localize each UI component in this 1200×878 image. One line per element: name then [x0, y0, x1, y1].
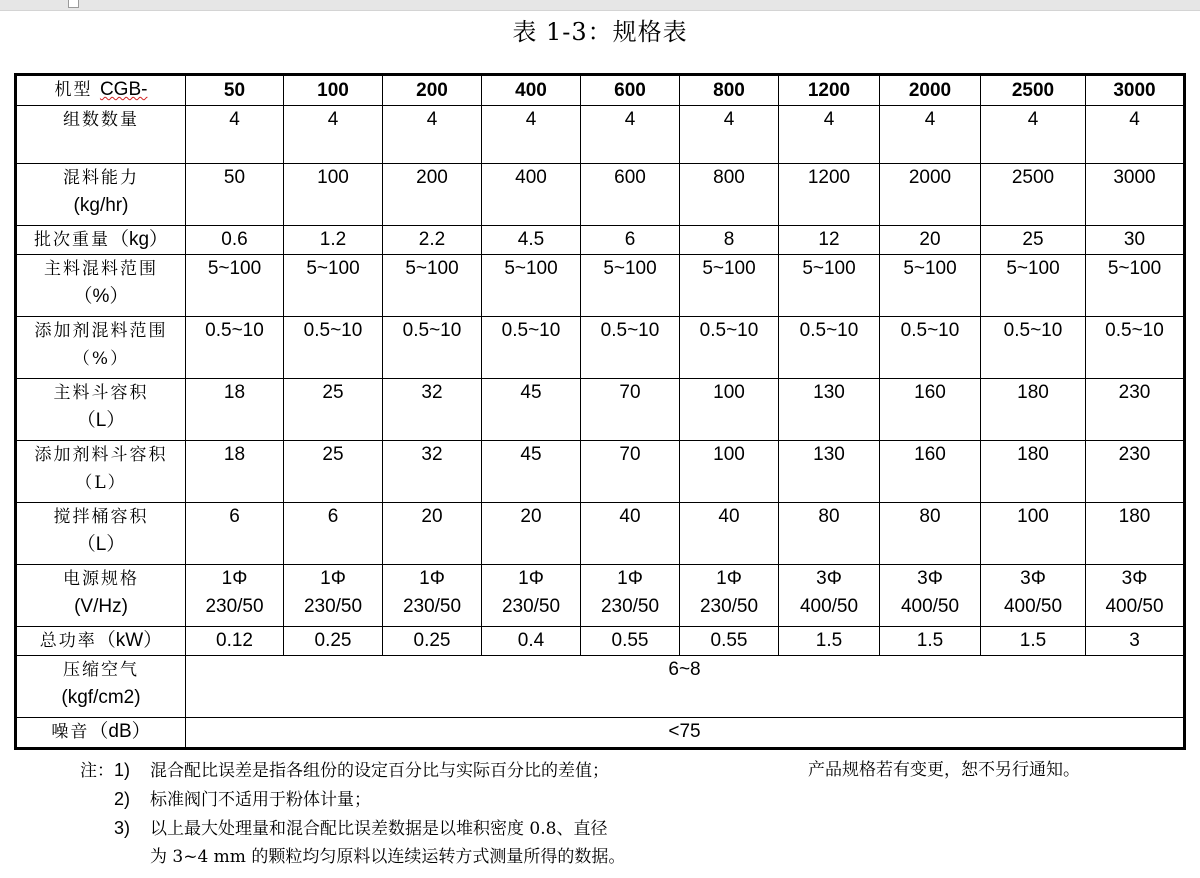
spec-cell: 5~100 — [383, 255, 482, 317]
spec-cell: 3Φ 400/50 — [880, 565, 981, 627]
spec-cell: 20 — [880, 225, 981, 254]
spec-cell: 600 — [581, 163, 680, 225]
spec-cell: 0.5~10 — [383, 317, 482, 379]
note-number: 2) — [114, 789, 131, 809]
spec-cell: 20 — [383, 503, 482, 565]
spec-cell: 0.5~10 — [981, 317, 1086, 379]
row-label-text: 压缩空气 — [63, 660, 139, 681]
spec-cell: 4 — [880, 106, 981, 164]
spec-cell: 0.25 — [284, 627, 383, 656]
spec-row — [16, 627, 1185, 656]
window-top-bar — [0, 0, 1200, 11]
spec-cell: 0.6 — [186, 225, 284, 254]
spec-cell: 6 — [186, 503, 284, 565]
row-label-text: 电源规格 — [63, 569, 139, 590]
spec-cell: 3Φ 400/50 — [779, 565, 880, 627]
row-label — [16, 718, 186, 749]
spec-cell: 5~100 — [284, 255, 383, 317]
spec-cell: 4 — [383, 106, 482, 164]
row-label-text: 添加剂混料范围（%） — [34, 321, 168, 370]
spec-cell: 230 — [1086, 441, 1185, 503]
spec-cell: 180 — [1086, 503, 1185, 565]
model-header-cell: 3000 — [1086, 75, 1185, 106]
spec-cell: 30 — [1086, 225, 1185, 254]
spec-table — [14, 73, 1186, 750]
spec-cell: 6 — [284, 503, 383, 565]
model-header-cell: 1200 — [779, 75, 880, 106]
model-header-cell: 100 — [284, 75, 383, 106]
spec-cell: 1.5 — [880, 627, 981, 656]
compressed-air-value: 6~8 — [186, 656, 1185, 718]
spec-cell: 0.12 — [186, 627, 284, 656]
spec-cell: 5~100 — [1086, 255, 1185, 317]
row-label-text: 总功率 — [39, 631, 97, 652]
spec-cell: 130 — [779, 441, 880, 503]
spec-cell: 130 — [779, 379, 880, 441]
spec-cell: 100 — [284, 163, 383, 225]
note-number: 3) — [114, 818, 131, 838]
row-label — [16, 225, 186, 254]
noise-value: <75 — [186, 718, 1185, 749]
note-2 — [68, 785, 1188, 814]
row-label-unit: (kg/hr) — [73, 194, 129, 216]
spec-cell: 800 — [680, 163, 779, 225]
spec-cell: 0.5~10 — [581, 317, 680, 379]
row-label-unit: （L） — [76, 410, 126, 432]
spec-cell: 180 — [981, 379, 1086, 441]
model-header-cell: 800 — [680, 75, 779, 106]
model-header-cell: 400 — [482, 75, 581, 106]
side-note: 产品规格若有变更，恕不另行通知。 — [808, 760, 1080, 780]
spec-cell: 1Φ 230/50 — [581, 565, 680, 627]
spec-cell: 5~100 — [186, 255, 284, 317]
spec-cell: 25 — [284, 441, 383, 503]
spec-cell: 4 — [981, 106, 1086, 164]
spec-cell: 5~100 — [880, 255, 981, 317]
model-header-cell: 50 — [186, 75, 284, 106]
spec-cell: 80 — [779, 503, 880, 565]
note-text: 标准阀门不适用于粉体计量； — [150, 790, 371, 810]
model-header-cell: 200 — [383, 75, 482, 106]
spec-cell: 32 — [383, 441, 482, 503]
spec-cell: 1Φ 230/50 — [383, 565, 482, 627]
row-label-text: 批次重量 — [33, 229, 110, 250]
spec-cell: 4 — [779, 106, 880, 164]
row-label — [16, 565, 186, 627]
spec-cell: 0.5~10 — [186, 317, 284, 379]
notes-prefix: 注： — [80, 761, 114, 781]
spec-cell: 3000 — [1086, 163, 1185, 225]
spec-cell: 400 — [482, 163, 581, 225]
spec-cell: 0.5~10 — [779, 317, 880, 379]
note-3 — [68, 814, 1188, 843]
row-label-text: 组数数量 — [63, 110, 139, 130]
row-label-text: 搅拌桶容积 — [53, 507, 149, 528]
row-label — [16, 317, 186, 379]
row-label-unit: （kg） — [109, 228, 169, 250]
spec-cell: 100 — [981, 503, 1086, 565]
row-label-text: 主料混料范围 — [44, 259, 158, 280]
spec-row — [16, 379, 1185, 441]
spec-row — [16, 225, 1185, 254]
note-1 — [68, 756, 1188, 785]
spec-cell: 18 — [186, 379, 284, 441]
row-label-unit: （kW） — [96, 630, 163, 652]
spec-cell: 4 — [482, 106, 581, 164]
table-title: 表 1-3：规格表 — [512, 18, 688, 46]
row-label — [16, 106, 186, 164]
spec-cell: 180 — [981, 441, 1086, 503]
spec-cell: 5~100 — [680, 255, 779, 317]
row-label-unit: （L） — [76, 534, 126, 556]
note-3-continuation: 为 3~4 mm 的颗粒均匀原料以连续运转方式测量所得的数据。 — [150, 847, 626, 867]
spec-cell: 20 — [482, 503, 581, 565]
row-label-text: 噪音 — [51, 722, 90, 743]
spec-cell: 4.5 — [482, 225, 581, 254]
spec-cell: 12 — [779, 225, 880, 254]
spec-cell: 40 — [680, 503, 779, 565]
spec-cell: 4 — [1086, 106, 1185, 164]
spec-cell: 70 — [581, 379, 680, 441]
spec-cell: 3Φ 400/50 — [981, 565, 1086, 627]
model-code: CGB- — [99, 79, 148, 100]
note-text: 以上最大处理量和混合配比误差数据是以堆积密度 0.8、直径 — [150, 819, 608, 839]
model-header-cell: 600 — [581, 75, 680, 106]
spec-row — [16, 565, 1185, 627]
model-prefix: 机型 — [54, 80, 100, 100]
notes — [68, 756, 1188, 872]
spec-cell: 230 — [1086, 379, 1185, 441]
spec-cell: 4 — [680, 106, 779, 164]
spec-cell: 1.2 — [284, 225, 383, 254]
spec-cell: 18 — [186, 441, 284, 503]
page-corner-marker — [68, 0, 79, 8]
spec-cell: 6 — [581, 225, 680, 254]
spec-cell: 50 — [186, 163, 284, 225]
noise-row — [16, 718, 1185, 749]
row-label-unit: (kgf/cm2) — [61, 687, 141, 709]
spec-cell: 100 — [680, 441, 779, 503]
spec-cell: 25 — [284, 379, 383, 441]
spec-row — [16, 441, 1185, 503]
spec-cell: 1.5 — [779, 627, 880, 656]
row-label-unit: (V/Hz) — [74, 596, 128, 618]
spec-cell: 2500 — [981, 163, 1086, 225]
spec-row — [16, 503, 1185, 565]
spec-cell: 4 — [581, 106, 680, 164]
row-label — [16, 255, 186, 317]
spec-cell: 200 — [383, 163, 482, 225]
model-header-cell: 2500 — [981, 75, 1086, 106]
spec-cell: 45 — [482, 379, 581, 441]
spec-cell: 0.55 — [680, 627, 779, 656]
spec-cell: 8 — [680, 225, 779, 254]
compressed-air-row — [16, 656, 1185, 718]
spec-cell: 0.5~10 — [482, 317, 581, 379]
spec-cell: 4 — [186, 106, 284, 164]
spec-cell: 45 — [482, 441, 581, 503]
spec-cell: 4 — [284, 106, 383, 164]
spec-cell: 32 — [383, 379, 482, 441]
row-label — [16, 627, 186, 656]
spec-row — [16, 317, 1185, 379]
row-label — [16, 503, 186, 565]
spec-cell: 70 — [581, 441, 680, 503]
spec-cell: 0.25 — [383, 627, 482, 656]
model-header-cell: 2000 — [880, 75, 981, 106]
header-row — [16, 75, 1185, 106]
row-label-unit: （dB） — [89, 721, 151, 743]
spec-cell: 1Φ 230/50 — [186, 565, 284, 627]
spec-row — [16, 163, 1185, 225]
spec-cell: 3 — [1086, 627, 1185, 656]
note-text: 混合配比误差是指各组份的设定百分比与实际百分比的差值； — [150, 761, 609, 781]
row-label — [16, 163, 186, 225]
row-label-unit: （%） — [73, 286, 129, 308]
row-label — [16, 441, 186, 503]
spec-cell: 2000 — [880, 163, 981, 225]
row-label — [16, 656, 186, 718]
row-label-text: 主料斗容积 — [53, 383, 149, 404]
spec-cell: 1Φ 230/50 — [482, 565, 581, 627]
spec-cell: 0.5~10 — [680, 317, 779, 379]
spec-cell: 40 — [581, 503, 680, 565]
note-number: 1) — [114, 760, 131, 780]
spec-cell: 0.5~10 — [284, 317, 383, 379]
spec-cell: 25 — [981, 225, 1086, 254]
spec-cell: 0.4 — [482, 627, 581, 656]
spec-cell: 5~100 — [779, 255, 880, 317]
spec-cell: 0.5~10 — [880, 317, 981, 379]
spec-cell: 5~100 — [482, 255, 581, 317]
spec-cell: 100 — [680, 379, 779, 441]
spec-cell: 2.2 — [383, 225, 482, 254]
spec-row — [16, 106, 1185, 164]
spec-cell: 3Φ 400/50 — [1086, 565, 1185, 627]
spec-cell: 80 — [880, 503, 981, 565]
spec-row — [16, 255, 1185, 317]
spec-cell: 0.55 — [581, 627, 680, 656]
spec-cell: 1Φ 230/50 — [680, 565, 779, 627]
spec-cell: 160 — [880, 441, 981, 503]
row-label-text: 添加剂料斗容积（L） — [34, 445, 168, 494]
row-label — [16, 379, 186, 441]
spec-cell: 1200 — [779, 163, 880, 225]
spec-cell: 5~100 — [981, 255, 1086, 317]
model-header-label — [16, 75, 186, 106]
spec-cell: 1Φ 230/50 — [284, 565, 383, 627]
spec-cell: 160 — [880, 379, 981, 441]
row-label-text: 混料能力 — [63, 167, 139, 188]
spec-cell: 5~100 — [581, 255, 680, 317]
spec-cell: 0.5~10 — [1086, 317, 1185, 379]
spec-cell: 1.5 — [981, 627, 1086, 656]
